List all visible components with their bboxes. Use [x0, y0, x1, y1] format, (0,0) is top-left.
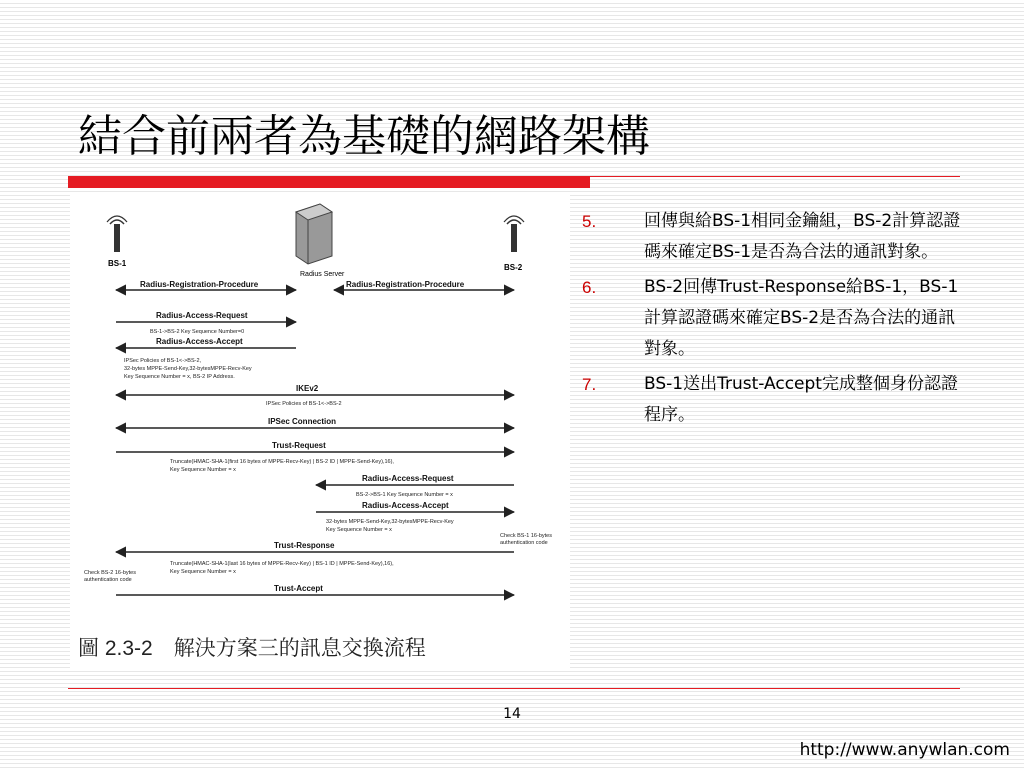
step-trust-request: Trust-Request	[272, 441, 326, 450]
footer-divider	[68, 688, 960, 689]
slide-title: 結合前兩者為基礎的網路架構	[78, 111, 650, 162]
note-policies-3: Key Sequence Number = x, BS-2 IP Address.	[124, 374, 235, 380]
step-trust-accept: Trust-Accept	[274, 584, 323, 593]
note-trust-response-1: Truncate(HMAC-SHA-1(last 16 bytes of MPPE-Recv-Key) | BS-1 ID | MPPE-Send-Key),16),	[170, 561, 394, 567]
bullet-text: BS-1送出Trust-Accept完成整個身份認證程序。	[644, 374, 958, 425]
note-trust-request-1: Truncate(HMAC-SHA-1(first 16 bytes of MPPE-Recv-Key) | BS-2 ID | MPPE-Send-Key),16),	[170, 459, 394, 465]
figure-caption: 圖 2.3-2 解決方案三的訊息交換流程	[78, 637, 426, 660]
bullet-text: 回傳與給BS-1相同金鑰組，BS-2計算認證碼來確定BS-1是否為合法的通訊對象。	[644, 211, 961, 262]
bullet-text: BS-2回傳Trust-Response給BS-1，BS-1計算認證碼來確定BS-2是否為合法的通訊對象。	[644, 277, 959, 359]
bullet-item-5	[582, 206, 962, 268]
node-server-label: Radius Server	[300, 271, 345, 278]
title-underline	[68, 176, 960, 188]
node-bs1-label: BS-1	[108, 259, 127, 268]
message-flow-figure	[70, 192, 570, 668]
note-trust-response-2: Key Sequence Number = x	[170, 569, 236, 575]
bullet-list	[582, 206, 962, 431]
note-access-accept-2-2: Key Sequence Number = x	[326, 527, 392, 533]
note-check-right-1: Check BS-1 16-bytes	[500, 533, 552, 539]
bullet-item-7	[582, 369, 962, 431]
bullet-item-6	[582, 272, 962, 365]
note-access-request-2: BS-2->BS-1 Key Sequence Number = x	[356, 492, 453, 498]
note-policies-1: IPSec Policies of BS-1<->BS-2,	[124, 358, 202, 364]
bullet-number: 5.	[582, 212, 597, 231]
note-access-request: BS-1->BS-2 Key Sequence Number=0	[150, 329, 245, 335]
note-ikev2: IPSec Policies of BS-1<->BS-2	[266, 401, 342, 407]
step-access-request: Radius-Access-Request	[156, 311, 248, 320]
step-ipsec: IPSec Connection	[268, 417, 337, 426]
step-access-accept-2: Radius-Access-Accept	[362, 501, 449, 510]
step-reg-left: Radius-Registration-Procedure	[140, 280, 259, 289]
step-access-request-2: Radius-Access-Request	[362, 474, 454, 483]
note-check-right-2: authentication code	[500, 540, 548, 546]
note-policies-2: 32-bytes MPPE-Send-Key,32-bytesMPPE-Recv-Key	[124, 366, 252, 372]
bullet-number: 6.	[582, 278, 597, 297]
footer-url: http://www.anywlan.com	[799, 740, 1010, 760]
step-ikev2: IKEv2	[296, 384, 319, 393]
step-access-accept: Radius-Access-Accept	[156, 337, 243, 346]
page-number: 14	[503, 706, 521, 722]
note-check-left-1: Check BS-2 16-bytes	[84, 570, 136, 576]
note-access-accept-2-1: 32-bytes MPPE-Send-Key,32-bytesMPPE-Recv-Key	[326, 519, 454, 525]
node-bs2-label: BS-2	[504, 263, 523, 272]
radius-server-icon	[296, 204, 332, 264]
step-trust-response: Trust-Response	[274, 541, 335, 550]
note-trust-request-2: Key Sequence Number = x	[170, 467, 236, 473]
bullet-number: 7.	[582, 375, 597, 394]
step-reg-right: Radius-Registration-Procedure	[346, 280, 465, 289]
note-check-left-2: authentication code	[84, 577, 132, 583]
